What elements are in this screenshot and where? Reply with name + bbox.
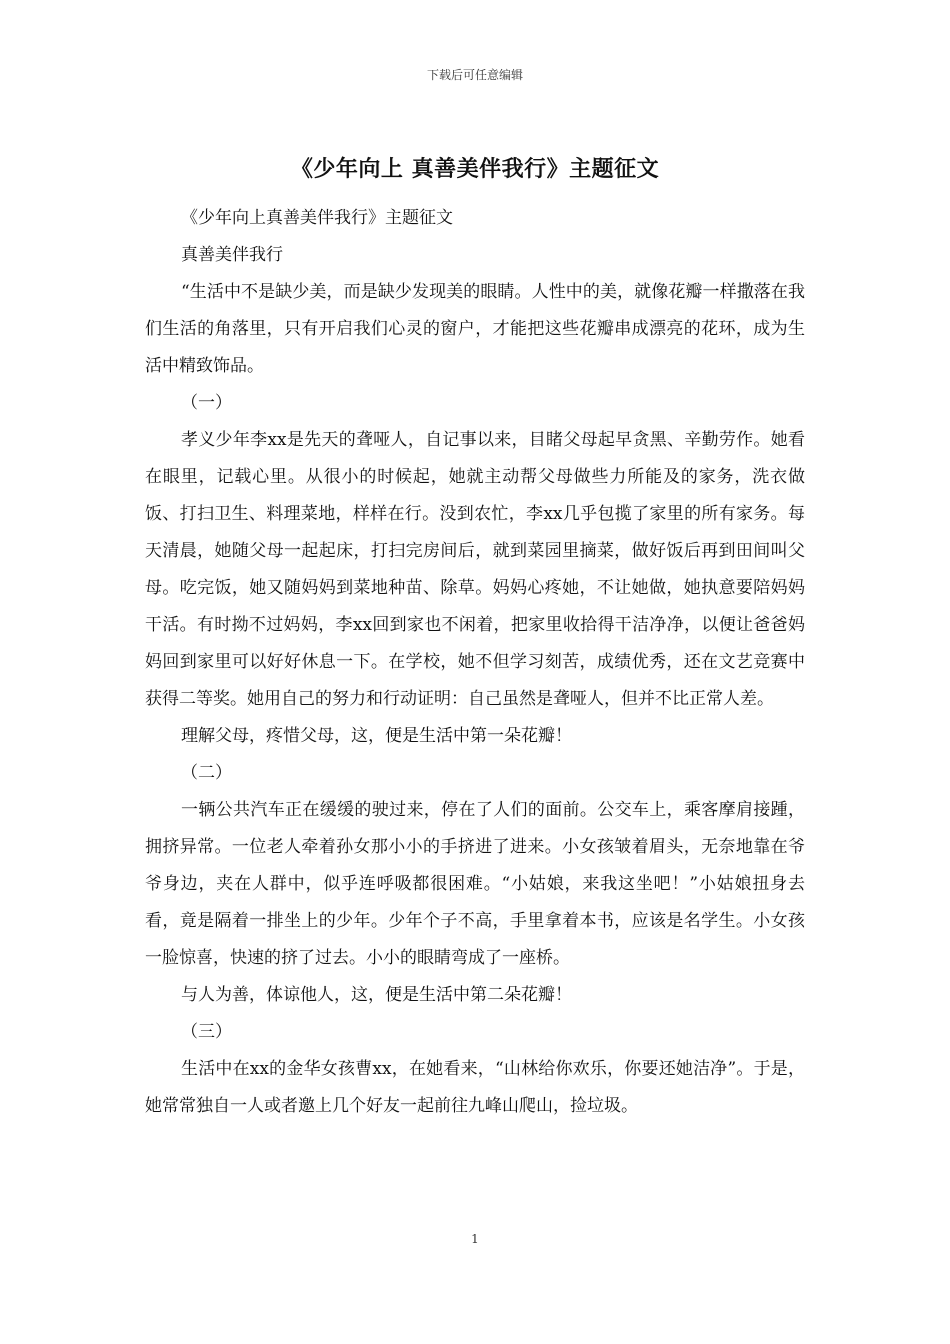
section-marker-2: （二）: [181, 763, 232, 783]
page-number: 1: [471, 1232, 479, 1246]
paragraph-heading: 真善美伴我行: [181, 245, 283, 265]
paragraph-story-3: 生活中在xx的金华女孩曹xx，在她看来，“山林给你欢乐，你要还她洁净”。于是，她常常独自一人或者邀上几个好友一起前往九峰山爬山，捡垃圾。: [145, 1059, 805, 1116]
paragraph-conclusion-2: 与人为善，体谅他人，这，便是生活中第二朵花瓣！: [181, 985, 572, 1005]
paragraph-intro: “生活中不是缺少美，而是缺少发现美的眼睛。人性中的美，就像花瓣一样撒落在我们生活的角落里，只有开启我们心灵的窗户，才能把这些花瓣串成漂亮的花环，成为生活中精致饰品。: [145, 282, 805, 376]
page-header: 下载后可任意编辑: [426, 68, 523, 82]
document-title: 《少年向上 真善美伴我行》主题征文: [290, 156, 660, 182]
document-body: [145, 200, 805, 1125]
section-marker-3: （三）: [181, 1022, 232, 1042]
paragraph-story-1: 孝义少年李xx是先天的聋哑人，自记事以来，目睹父母起早贪黑、辛勤劳作。她看在眼里，记载心里。从很小的时候起，她就主动帮父母做些力所能及的家务，洗衣做饭、打扫卫生、料理菜地，样样在行。没到农忙，李xx几乎包揽了家里的所有家务。每天清晨，她随父母一起起床，打扫完房间后，就到菜园里摘菜，做好饭后再到田间叫父母。吃完饭，她又随妈妈到菜地种苗、除草。妈妈心疼她，不让她做，她执意要陪妈妈干活。有时拗不过妈妈，李xx回到家也不闲着，把家里收拾得干洁净净，以便让爸爸妈妈回到家里可以好好休息一下。在学校，她不但学习刻苦，成绩优秀，还在文艺竞赛中获得二等奖。她用自己的努力和行动证明：自己虽然是聋哑人，但并不比正常人差。: [145, 430, 805, 709]
paragraph-conclusion-1: 理解父母，疼惜父母，这，便是生活中第一朵花瓣！: [181, 726, 572, 746]
section-marker-1: （一）: [181, 393, 232, 413]
paragraph-story-2: 一辆公共汽车正在缓缓的驶过来，停在了人们的面前。公交车上，乘客摩肩接踵，拥挤异常。一位老人牵着孙女那小小的手挤进了进来。小女孩皱着眉头，无奈地靠在爷爷身边，夹在人群中，似乎连呼吸都很困难。“小姑娘，来我这坐吧！”小姑娘扭身去看，竟是隔着一排坐上的少年。少年个子不高，手里拿着本书，应该是名学生。小女孩一脸惊喜，快速的挤了过去。小小的眼睛弯成了一座桥。: [145, 800, 805, 968]
paragraph-subtitle: 《少年向上真善美伴我行》主题征文: [181, 208, 453, 228]
